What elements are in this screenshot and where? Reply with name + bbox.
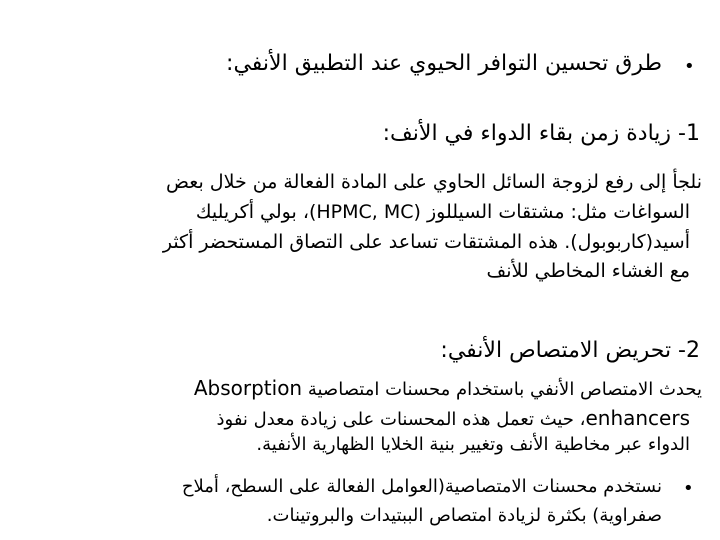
section2-line-2 [217,408,691,429]
section2-bullet: • [683,478,694,499]
section1-line-1: نلجأ إلى رفع لزوجة السائل الحاوي على المادة الفعالة من خلال بعض [166,171,702,193]
section2-bullet-line-2: صفراوية) بكثرة لزيادة امتصاص الببتيدات والبروتينات. [266,505,662,526]
title-bullet: • [684,56,695,77]
section1-heading: 1- زيادة زمن بقاء الدواء في الأنف: [382,121,700,146]
slide-title: طرق تحسين التوافر الحيوي عند التطبيق الأنفي: [226,51,662,76]
section2-line-2-arabic: ، حيث تعمل هذه المحسنات على زيادة معدل نفوذ [216,409,586,430]
absorption-term: Absorption [193,376,303,400]
section1-line-3: أسيد(كاربوبول). هذه المشتقات تساعد على التصاق المستحضر أكثر [162,231,690,253]
section2-line-1 [194,378,702,399]
section2-line-1-arabic: يحدث الامتصاص الأنفي باستخدام محسنات امتصاصية [307,379,702,400]
section1-line-2: السواغات مثل: مشتقات السيللوز (HPMC, MC)، بولي أكريليك [195,201,690,223]
section2-heading: 2- تحريض الامتصاص الأنفي: [440,338,700,363]
section2-bullet-line-1: نستخدم محسنات الامتصاصية(العوامل الفعالة على السطح، أملاح [181,476,662,497]
section2-line-3: الدواء عبر مخاطية الأنف وتغيير بنية الخلايا الظهارية الأنفية. [256,434,690,455]
enhancers-term: enhancers [585,406,690,430]
section1-line-4: مع الغشاء المخاطي للأنف [486,260,690,282]
